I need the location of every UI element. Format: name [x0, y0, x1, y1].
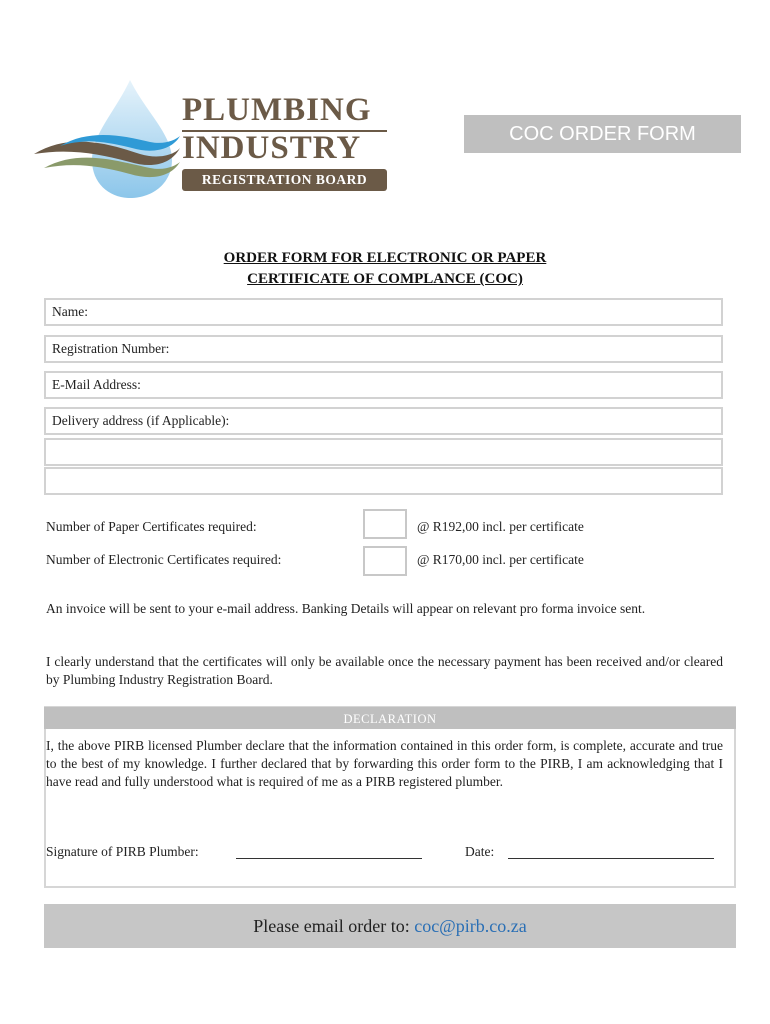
delivery-address-field[interactable] — [44, 407, 723, 435]
payment-understanding-notice: I clearly understand that the certificates will only be available once the necessary payment has been received and/or cleared by Plumbing Industry Registration Board. — [46, 654, 723, 687]
declaration-text: I, the above PIRB licensed Plumber declare that the information contained in this order form, is complete, accurate and true to the best of my knowledge. I further declared that by forwarding this order form to the PIRB, I am acknowledging that I have read and fully understood what is required of me as a PIRB registered plumber. — [46, 738, 723, 789]
page-title-line2: CERTIFICATE OF COMPLANCE (COC) — [247, 271, 523, 287]
declaration-heading: DECLARATION — [44, 707, 736, 729]
signature-line-input[interactable] — [236, 858, 422, 859]
electronic-certificate-price: @ R170,00 incl. per certificate — [417, 552, 584, 567]
date-line-input[interactable] — [508, 858, 714, 859]
electronic-certificates-quantity-input[interactable] — [363, 546, 407, 576]
email-order-footer — [44, 904, 736, 948]
paper-certificate-price: @ R192,00 incl. per certificate — [417, 519, 584, 534]
email-label: E-Mail Address: — [52, 377, 141, 392]
page-title-line1: ORDER FORM FOR ELECTRONIC OR PAPER — [223, 250, 547, 266]
electronic-certificates-label: Number of Electronic Certificates required: — [46, 552, 282, 567]
footer-prefix: Please email order to: — [253, 916, 415, 936]
paper-certificates-quantity-input[interactable] — [363, 509, 407, 539]
delivery-address-line-2[interactable] — [44, 438, 723, 466]
registration-number-field[interactable] — [44, 335, 723, 363]
logo-registration-board-band: REGISTRATION BOARD — [182, 169, 387, 191]
invoice-notice: An invoice will be sent to your e-mail address. Banking Details will appear on relevant pro forma invoice sent. — [46, 601, 646, 616]
name-field[interactable] — [44, 298, 723, 326]
date-label: Date: — [465, 844, 495, 859]
delivery-address-line-3[interactable] — [44, 467, 723, 495]
name-label: Name: — [52, 304, 88, 319]
paper-certificates-label: Number of Paper Certificates required: — [46, 519, 257, 534]
logo-text-industry: INDUSTRY — [182, 130, 362, 166]
signature-label: Signature of PIRB Plumber: — [46, 844, 199, 859]
email-field[interactable] — [44, 371, 723, 399]
coc-order-form-header: COC ORDER FORM — [464, 115, 741, 153]
delivery-address-label: Delivery address (if Applicable): — [52, 413, 230, 428]
footer-email-link[interactable]: coc@pirb.co.za — [414, 916, 527, 936]
declaration-section — [44, 706, 736, 888]
registration-number-label: Registration Number: — [52, 341, 170, 356]
logo-text-plumbing: PLUMBING — [182, 92, 372, 128]
